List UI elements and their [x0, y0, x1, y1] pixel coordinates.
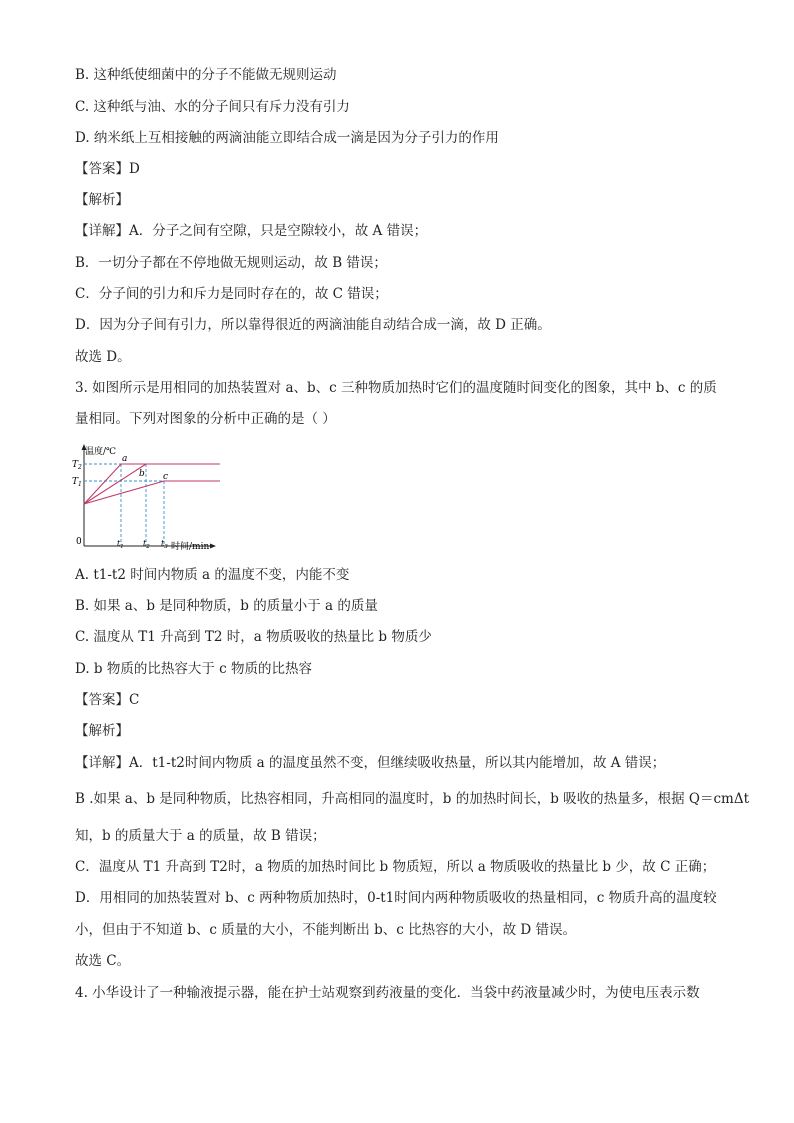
detail-line: 【详解】A．分子之间有空隙，只是空隙较小，故 A 错误；	[75, 223, 428, 239]
option-d: D. b 物质的比热容大于 c 物质的比热容	[75, 661, 313, 677]
curve-c	[84, 481, 220, 504]
question-3-stem-cont: 量相同。下列对图象的分析中正确的是（ ）	[75, 411, 336, 427]
t3-label: $t_3$	[161, 539, 168, 550]
answer-label: 【答案】D	[75, 161, 140, 177]
detail-line: B .如果 a、b 是同种物质，比热容相同，升高相同的温度时，b 的加热时间长，b 吸收的热量多，根据 Q＝cmΔt	[75, 791, 750, 807]
detail-line: C．温度从 T1 升高到 T2时，a 物质的加热时间比 b 物质短，所以 a 物质吸收的热量比 b 少，故 C 正确；	[75, 859, 716, 875]
option-d: D. 纳米纸上互相接触的两滴油能立即结合成一滴是因为分子引力的作用	[75, 130, 499, 146]
analysis-label: 【解析】	[75, 723, 129, 739]
conclusion-line: 故选 C。	[75, 953, 131, 969]
option-a: A. t1-t2 时间内物质 a 的温度不变，内能不变	[75, 567, 350, 583]
conclusion-line: 故选 D。	[75, 349, 131, 365]
T1-label: $T_1$	[72, 477, 82, 488]
curve-c-label: c	[163, 472, 169, 482]
option-b: B. 这种纸使细菌中的分子不能做无规则运动	[75, 67, 337, 83]
answer-label: 【答案】C	[75, 692, 140, 708]
temperature-time-graph	[70, 438, 220, 553]
curve-b-label: b	[139, 469, 145, 479]
analysis-label: 【解析】	[75, 192, 129, 208]
x-axis-arrow	[210, 544, 216, 549]
T2-label: $T_2$	[72, 460, 82, 471]
curve-a-label: a	[122, 454, 128, 464]
detail-line: 小，但由于不知道 b、c 质量的大小，不能判断出 b、c 比热容的大小，故 D 错误。	[75, 922, 576, 938]
detail-line: B．一切分子都在不停地做无规则运动，故 B 错误；	[75, 255, 387, 271]
detail-line: D．因为分子间有引力，所以靠得很近的两滴油能自动结合成一滴，故 D 正确。	[75, 317, 551, 333]
detail-line: D．用相同的加热装置对 b、c 两种物质加热时，0-t1时间内两种物质吸收的热量相同，c 物质升高的温度较	[75, 890, 717, 906]
option-b: B. 如果 a、b 是同种物质，b 的质量小于 a 的质量	[75, 598, 378, 614]
t1-label: $t_1$	[117, 539, 124, 550]
x-axis-label: 时间/min	[171, 542, 210, 552]
option-c: C. 温度从 T1 升高到 T2 时，a 物质吸收的热量比 b 物质少	[75, 629, 432, 645]
question-3-stem: 3. 如图所示是用相同的加热装置对 a、b、c 三种物质加热时它们的温度随时间变化的图象，其中 b、c 的质	[75, 380, 717, 396]
origin-label: 0	[76, 537, 82, 547]
detail-line: 【详解】A．t1-t2时间内物质 a 的温度虽然不变，但继续吸收热量，所以其内能增加，故 A 错误；	[75, 755, 666, 771]
option-c: C. 这种纸与油、水的分子间只有斥力没有引力	[75, 99, 350, 115]
t2-label: $t_2$	[143, 539, 150, 550]
detail-line: 知，b 的质量大于 a 的质量，故 B 错误；	[75, 828, 326, 844]
y-axis-label: 温度/℃	[85, 447, 117, 457]
detail-line: C．分子间的引力和斥力是同时存在的，故 C 错误；	[75, 286, 388, 302]
question-4-stem: 4. 小华设计了一种输液提示器，能在护士站观察到药液量的变化．当袋中药液量减少时，为使电压表示数	[75, 985, 700, 1001]
